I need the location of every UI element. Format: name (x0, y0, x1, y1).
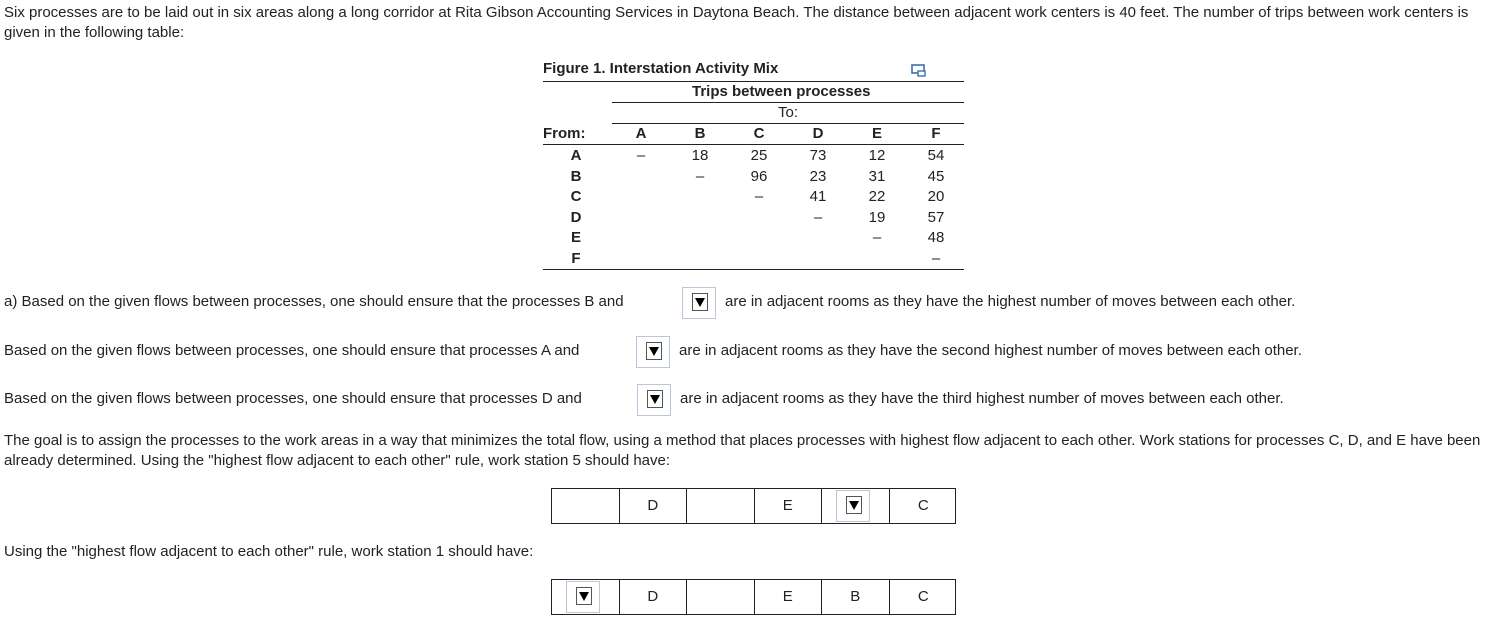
goal-text: The goal is to assign the processes to the work areas in a way that minimizes the total flow, using a method that places processes with highest flow adjacent to each other. Work stations for processes C, D, and E have been already determined. Using the "highest flow adjacent to each other" rule, work station 5 should have: (4, 432, 1481, 469)
table-cell: 96 (750, 168, 768, 185)
q1-text-after: are in adjacent rooms as they have the highest number of moves between each other. (725, 293, 1296, 310)
table-cell: 20 (927, 188, 945, 205)
q2-text-after: are in adjacent rooms as they have the second highest number of moves between each other. (679, 342, 1302, 359)
popout-window-icon[interactable] (911, 64, 927, 78)
table-cell: 12 (868, 147, 886, 164)
work-station-2: D (620, 489, 688, 523)
work-station-6: C (917, 497, 929, 514)
table-cell: – (813, 209, 823, 226)
q1-dropdown[interactable] (682, 287, 716, 319)
header-rule (543, 144, 964, 145)
table-cell: – (636, 147, 646, 164)
table-cell: – (695, 168, 705, 185)
table-cell: 57 (927, 209, 945, 226)
work-station-1 (552, 580, 620, 614)
table-cell: 18 (691, 147, 709, 164)
q2-text-before: Based on the given flows between processes, one should ensure that processes A and (4, 342, 580, 359)
col-header: A (635, 125, 647, 142)
q2-dropdown[interactable] (636, 336, 670, 368)
to-header: To: (778, 104, 799, 121)
work-station-5: B (822, 580, 890, 614)
row-label: C (570, 188, 582, 205)
table-top-rule (543, 81, 964, 82)
q3-dropdown[interactable] (637, 384, 671, 416)
row-label: E (570, 229, 581, 246)
q3-text-after: are in adjacent rooms as they have the third highest number of moves between each other. (680, 390, 1284, 407)
table-cell: 54 (927, 147, 945, 164)
from-header: From: (543, 125, 586, 142)
chevron-down-icon (646, 342, 662, 360)
work-station-6: C (917, 588, 929, 605)
table-cell: – (931, 250, 941, 267)
intro-text: Six processes are to be laid out in six areas along a long corridor at Rita Gibson Accounting Services in Daytona Beach. The distance between adjacent work centers is 40 feet. The number of trips between work centers is given in the following table: (4, 4, 1469, 41)
table-cell: 73 (809, 147, 827, 164)
q3-text-before: Based on the given flows between processes, one should ensure that processes D and (4, 390, 582, 407)
table-cell: 19 (868, 209, 886, 226)
table-cell: 45 (927, 168, 945, 185)
table-cell: 48 (927, 229, 945, 246)
work-station-2: D (620, 580, 688, 614)
to-rule (612, 123, 964, 124)
table-cell: 31 (868, 168, 886, 185)
trips-rule (612, 102, 964, 103)
table-cell: 25 (750, 147, 768, 164)
row-label: B (570, 168, 582, 185)
row-label: D (570, 209, 582, 226)
row-label: A (570, 147, 582, 164)
chevron-down-icon (692, 293, 708, 311)
figure-title: Figure 1. Interstation Activity Mix (543, 60, 779, 77)
work-station-1 (552, 489, 620, 523)
station-layout-2 (551, 579, 956, 615)
chevron-down-icon (576, 587, 592, 605)
work-station-3 (687, 580, 755, 614)
col-header: D (812, 125, 824, 142)
trips-header: Trips between processes (692, 83, 871, 100)
col-header: B (694, 125, 706, 142)
station-layout-1 (551, 488, 956, 524)
row-label: F (571, 250, 581, 267)
station1-prompt: Using the "highest flow adjacent to each other" rule, work station 1 should have: (4, 543, 534, 560)
station-5-dropdown[interactable] (836, 490, 870, 522)
station-1-dropdown[interactable] (566, 581, 600, 613)
q1-text-before: a) Based on the given flows between processes, one should ensure that the processes B and (4, 293, 624, 310)
work-station-5 (822, 489, 890, 523)
table-cell: 23 (809, 168, 827, 185)
work-station-4: E (755, 580, 823, 614)
table-cell: – (754, 188, 764, 205)
table-cell: – (872, 229, 882, 246)
table-cell: 41 (809, 188, 827, 205)
chevron-down-icon (647, 390, 663, 408)
table-cell: 22 (868, 188, 886, 205)
col-header: E (871, 125, 882, 142)
work-station-4: E (755, 489, 823, 523)
col-header: F (931, 125, 941, 142)
table-bottom-rule (543, 269, 964, 270)
col-header: C (753, 125, 765, 142)
chevron-down-icon (846, 496, 862, 514)
work-station-3 (687, 489, 755, 523)
